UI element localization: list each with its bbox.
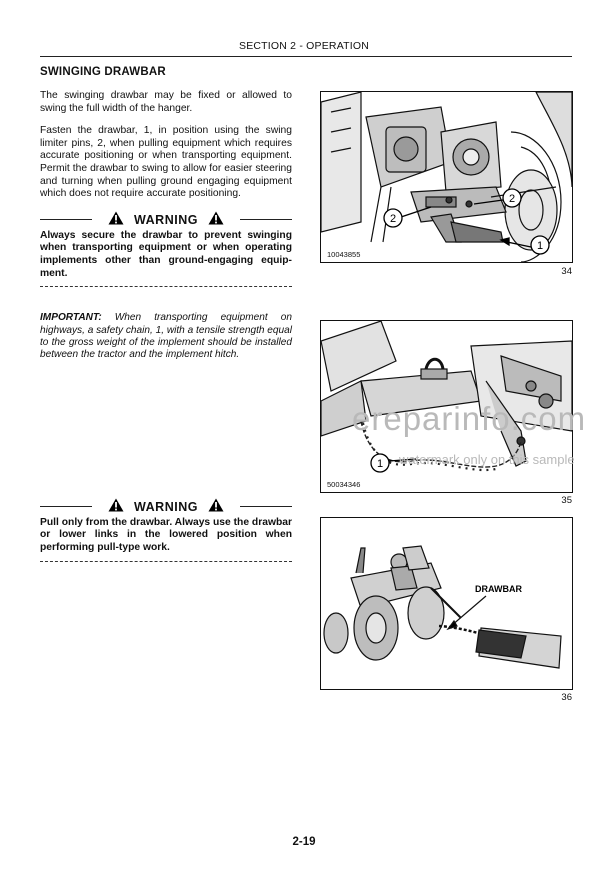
figure-34-illustration: [321, 92, 572, 262]
figure-number: 34: [561, 266, 572, 277]
warning-label: WARNING: [134, 213, 198, 228]
callout-label: 2: [508, 193, 516, 205]
section-title: SWINGING DRAWBAR: [40, 66, 166, 78]
figure-ref-number: 10043855: [327, 250, 361, 259]
warning-label: WARNING: [134, 500, 198, 515]
watermark-site: ereparinfo.com: [352, 400, 587, 437]
warning-triangle-icon: [108, 498, 124, 517]
warning-header-2: [40, 498, 292, 514]
figure-36-tractor-drawbar: [320, 517, 573, 690]
callout-label: 2: [389, 213, 397, 225]
figure-34-drawbar-pins: [320, 91, 573, 263]
page-number: 2-19: [292, 836, 316, 848]
important-text: When transporting equipment on highways, a safety chain, 1, with a tensile strength equal to the gross weight of the implement should be installed between the tractor and the implement hitch.: [40, 312, 292, 361]
warning-text-2: Pull only from the drawbar. Always use the drawbar or lower links in the lowered position when performing pull-type work.: [40, 516, 292, 553]
warning-triangle-icon: [208, 498, 224, 517]
drawbar-label: DRAWBAR: [475, 584, 522, 594]
figure-number: 35: [561, 495, 572, 506]
warning-text-1: Always secure the drawbar to prevent swinging when transporting equipment or when operating implements other than ground-engaging equip-ment.: [40, 229, 292, 279]
warning-header-1: [40, 211, 292, 227]
section-header: SECTION 2 - OPERATION: [238, 40, 370, 52]
figure-ref-number: 50034346: [327, 480, 361, 489]
watermark-notice: watermark only on this sample: [399, 452, 575, 467]
important-note: [40, 312, 292, 362]
paragraph-fasten-drawbar: Fasten the drawbar, 1, in position using the swing limiter pins, 2, when pulling equipment which requires accurate positioning or when transporting equipment. Permit the drawbar to swing to allow for easier steering and turning when pulling ground engaging equipment which does not require accurate positioning.: [40, 125, 292, 200]
figure-36-illustration: [321, 518, 572, 689]
left-column: [40, 66, 292, 563]
callout-label: 1: [376, 458, 384, 470]
header-rule: [40, 56, 572, 57]
callout-label: 1: [536, 240, 544, 252]
figure-number: 36: [561, 692, 572, 703]
warning-triangle-icon: [208, 211, 224, 230]
paragraph-intro: The swinging drawbar may be fixed or allowed to swing the full width of the hanger.: [40, 90, 292, 114]
warning-triangle-icon: [108, 211, 124, 230]
important-label: IMPORTANT:: [40, 312, 102, 324]
warning-end-rule: [40, 561, 292, 563]
